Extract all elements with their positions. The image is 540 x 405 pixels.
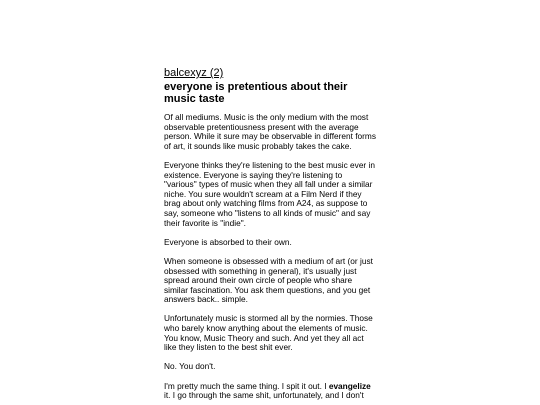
post-paragraph: Everyone is absorbed to their own. xyxy=(164,236,292,247)
post xyxy=(164,63,376,405)
post-paragraph: Unfortunately music is stormed all by the normies. Those who barely know anything about the elements of music. You know, Music Theory and such. And yet they all act like they listen to the best shit ever. xyxy=(164,313,373,353)
post-paragraph: No. You don't. xyxy=(164,361,216,372)
post-paragraph: Everyone thinks they're listening to the best music ever in existence. Everyone is saying they're listening to "various" types of music when they all fall under a similar niche. You sure wouldn't scream at a Film Nerd if they brag about only watching films from A24, as suppose to say, someone who "listens to all kinds of music" and say their favorite is "indie". xyxy=(164,159,375,228)
post-title: everyone is pretentious about their music taste xyxy=(164,81,348,105)
post-text: I'm pretty much the same thing. I spit it out. I xyxy=(164,380,329,391)
post-paragraph-last xyxy=(164,382,376,401)
emphasized-word: evangelize xyxy=(328,380,371,391)
post-paragraph: When someone is obsessed with a medium of art (or just obsessed with something in general), it's usually just spread around their own circle of people who share similar fascination. You ask them questions, and you get answers back.. simple. xyxy=(164,255,373,305)
author-link[interactable]: balcexyz (2) xyxy=(164,67,224,79)
post-text: it. I go through the same shit, unfortunately, and I don't xyxy=(164,390,364,401)
post-paragraph: Of all mediums. Music is the only medium with the most observable pretentiousness present with the average person. While it sure may be observable in different forms of art, it sounds like music probably takes the cake. xyxy=(164,112,376,151)
